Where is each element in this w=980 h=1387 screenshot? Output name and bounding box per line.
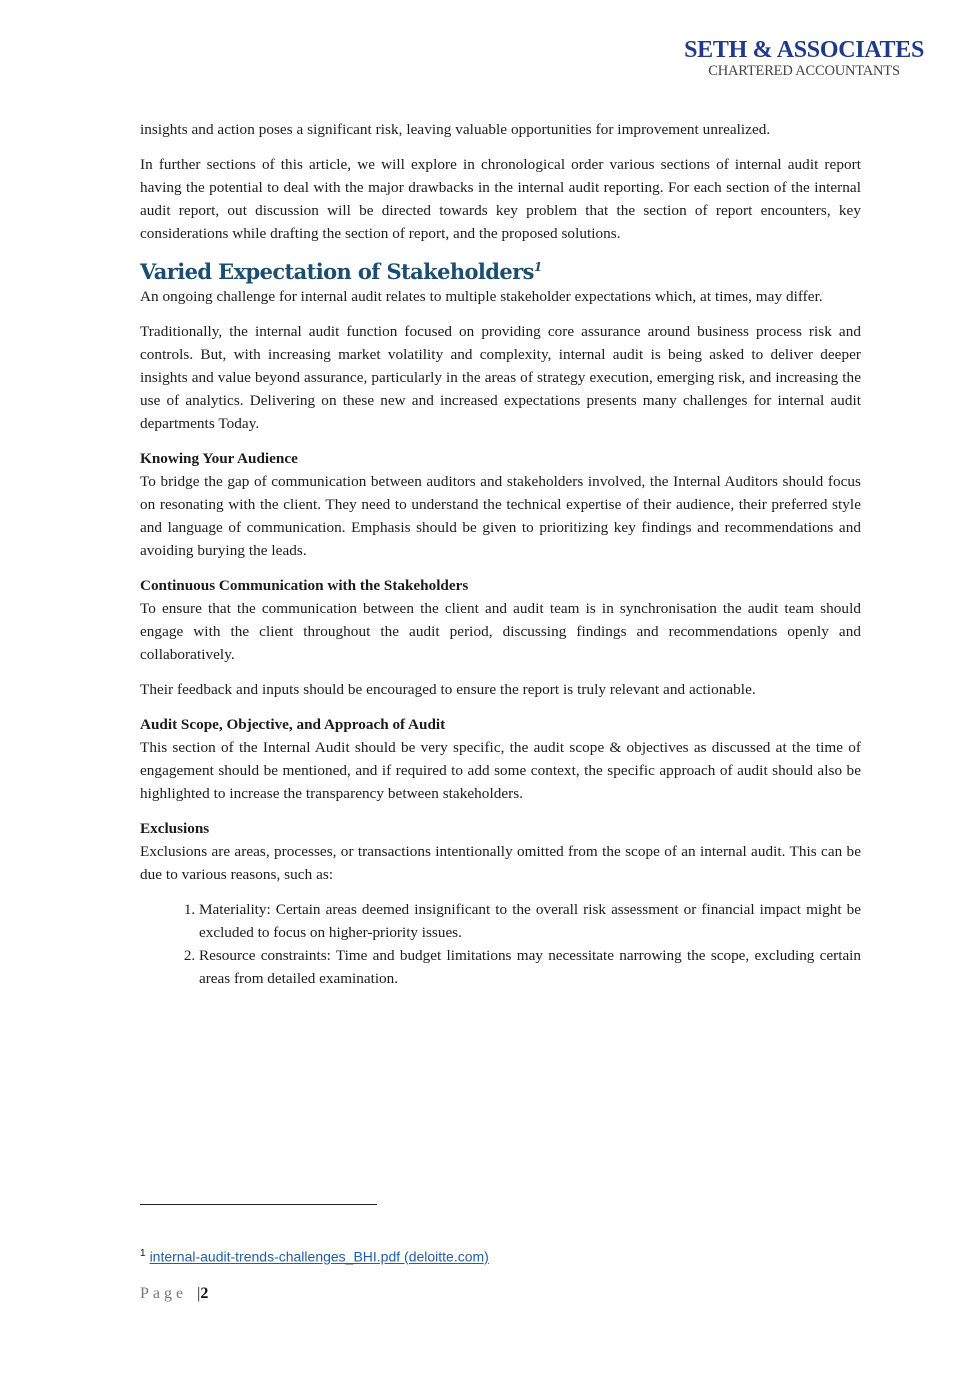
exclusions-list [140,898,861,990]
list-item: 2. Resource constraints: Time and budget limitations may necessitate narrowing the scope, excluding certain areas from detailed examination. [199,944,861,990]
intro-paragraph-1: insights and action poses a significant risk, leaving valuable opportunities for improvement unrealized. [140,121,771,138]
subsection-paragraph: To ensure that the communication between the client and audit team is in synchronisation the audit team should engage with the client throughout the audit period, discussing findings and recommendations openly and collaboratively. [140,600,861,663]
subsection-title: Exclusions [140,820,210,837]
subsection-title: Audit Scope, Objective, and Approach of Audit [140,716,446,733]
subsection-continuous-communication [140,574,861,701]
document-body [140,118,861,990]
footnote-reference[interactable]: 1 [533,260,542,274]
logo-subtitle: CHARTERED ACCOUNTANTS [708,63,900,79]
page-footer [140,1285,208,1303]
subsection-paragraph: To bridge the gap of communication between auditors and stakeholders involved, the Internal Auditors should focus on resonating with the client. They need to understand the technical expertise of their audience, their preferred style and language of communication. Emphasis should be given to prioritizing key findings and recommendations and avoiding burying the leads. [140,473,861,559]
subsection-knowing-audience [140,447,861,562]
logo-title: SETH & ASSOCIATES [684,37,924,63]
section-heading-text: Varied Expectation of Stakeholders [140,259,534,284]
page-label: Page [140,1285,188,1302]
company-logo [684,38,924,79]
subsection-title: Knowing Your Audience [140,450,298,467]
footnote-number: 1 [140,1248,146,1259]
subsection-exclusions [140,817,861,990]
section-heading [140,259,861,285]
page-number: 2 [200,1285,209,1302]
section-paragraph-2: Traditionally, the internal audit function focused on providing core assurance around business process risk and controls. But, with increasing market volatility and complexity, internal audit is being asked to deliver deeper insights and value beyond assurance, particularly in the areas of strategy execution, emerging risk, and increasing the use of analytics. Delivering on these new and increased expectations presents many challenges for internal audit departments Today. [140,323,861,432]
subsection-paragraph: This section of the Internal Audit should be very specific, the audit scope & objectives as discussed at the time of engagement should be mentioned, and if required to add some context, the specific approach of audit should also be highlighted to increase the transparency between stakeholders. [140,739,861,802]
intro-paragraph-2: In further sections of this article, we will explore in chronological order various sections of internal audit report having the potential to deal with the major drawbacks in the internal audit reporting. For each section of the internal audit report, out discussion will be directed towards key problem that the section of report encounters, key considerations while drafting the section of report, and the proposed solutions. [140,156,861,242]
subsection-paragraph: Exclusions are areas, processes, or transactions intentionally omitted from the scope of an internal audit. This can be due to various reasons, such as: [140,843,861,883]
subsection-title: Continuous Communication with the Stakeholders [140,577,469,594]
footnote-divider [140,1204,377,1205]
list-item: 1. Materiality: Certain areas deemed insignificant to the overall risk assessment or financial impact might be excluded to focus on higher-priority issues. [199,898,861,944]
section-paragraph-1: An ongoing challenge for internal audit relates to multiple stakeholder expectations which, at times, may differ. [140,288,823,305]
page-separator: | [197,1285,201,1302]
footnote [140,1248,489,1265]
footnote-link[interactable]: internal-audit-trends-challenges_BHI.pdf (deloitte.com) [149,1248,489,1265]
subsection-paragraph: Their feedback and inputs should be encouraged to ensure the report is truly relevant and actionable. [140,681,756,698]
subsection-audit-scope [140,713,861,805]
